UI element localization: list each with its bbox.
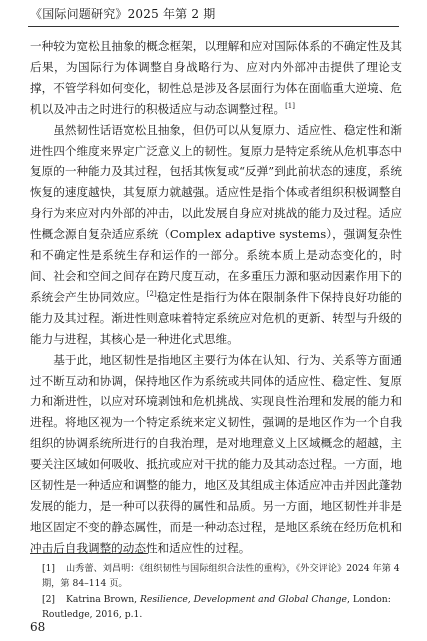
paragraph-3-text: 基于此，地区韧性是指地区主要行为体在认知、行为、关系等方面通过不断互动和协调，保持地区作为系统或共同体的适应性、稳定性、复原力和渐进性，以应对环境剥蚀和危机挑战、实现良性治理和发展的能力和进程。将地区视为一个特定系统来定义韧性，强调的是地区作为一个自我组织的协调系统所进行的自我治理，是对地理意义上区域概念的超越，主要关注区域如何吸收、抵抗或应对干扰的能力及其动态过程。一方面，地区韧性是一种适应和调整的能力，地区及其组成主体适应冲击并因此蓬勃发展的能力，是一种可以获得的属性和品质。另一方面，地区韧性并非是地区固定不变的静态属性，而是一种动态过程，是地区系统在经历危机和冲击后自我调整的动态性和适应性的过程。 (30, 352, 402, 555)
paragraph-3 (30, 350, 402, 559)
footnote-1-text: 山秀蕾、刘昌明：《组织韧性与国际组织合法性的重构》，《外交评论》2024 年第 4 期，第 84–114 页。 (42, 563, 400, 589)
footnote-2-title: Resilience, Development and Global Change (139, 594, 347, 605)
paragraph-2-text-b: 稳定性是指行为体在限制条件下保持良好功能的能力及其过程。渐进性则意味着特定系统应对危机的更新、转型与升级的能力与进程，其核心是一种进化式思维。 (30, 289, 402, 346)
page-number: 68 (30, 620, 46, 634)
footnote-1 (42, 561, 404, 591)
paragraph-1 (30, 36, 402, 120)
header-divider (28, 26, 399, 27)
footnote-2-number: [2] (42, 594, 56, 605)
footnote-2-rest: , London: Routledge, 2016, p.1. (42, 594, 391, 620)
footnote-divider (30, 553, 148, 554)
paragraph-2-text-a: 虽然韧性话语宽松且抽象，但仍可以从复原力、适应性、稳定性和渐进性四个维度来界定广泛意义上的韧性。复原力是特定系统从危机事态中复原的一种能力及其过程，包括其恢复或“反弹”到此前状态的速度，系统恢复的速度越快，其复原力就越强。适应性是指个体或者组织积极调整自身行为来应对内外部的冲击，以此发展自身应对挑战的能力及过程。适应性概念源自复杂适应系统（Complex adaptive systems），强调复杂性和不确定性是系统生存和运作的一部分。系统本质上是动态变化的，时间、社会和空间之间存在跨尺度互动，在多重压力源和驱动因素作用下的系统会产生协同效应。 (30, 122, 402, 304)
footnote-1-number: [1] (42, 563, 56, 574)
footnotes (42, 561, 404, 623)
paragraph-2 (30, 120, 402, 350)
footnote-ref-2[interactable]: [2] (146, 290, 157, 299)
footnote-2-author: Katrina Brown, (66, 594, 140, 605)
footnote-ref-1[interactable]: [1] (285, 101, 295, 110)
paragraph-1-text: 一种较为宽松且抽象的概念框架，以理解和应对国际体系的不确定性及其后果，为国际行为体调整自身战略行为、应对内外部冲击提供了理论支撑，不管学科如何变化，韧性总是涉及各层面行为体在面临重大逆境、危机以及冲击之时进行的积极适应与动态调整过程。 (30, 39, 402, 116)
article-body (30, 36, 402, 559)
running-header: 《国际问题研究》2025 年第 2 期 (30, 7, 216, 21)
footnote-2 (42, 592, 404, 622)
